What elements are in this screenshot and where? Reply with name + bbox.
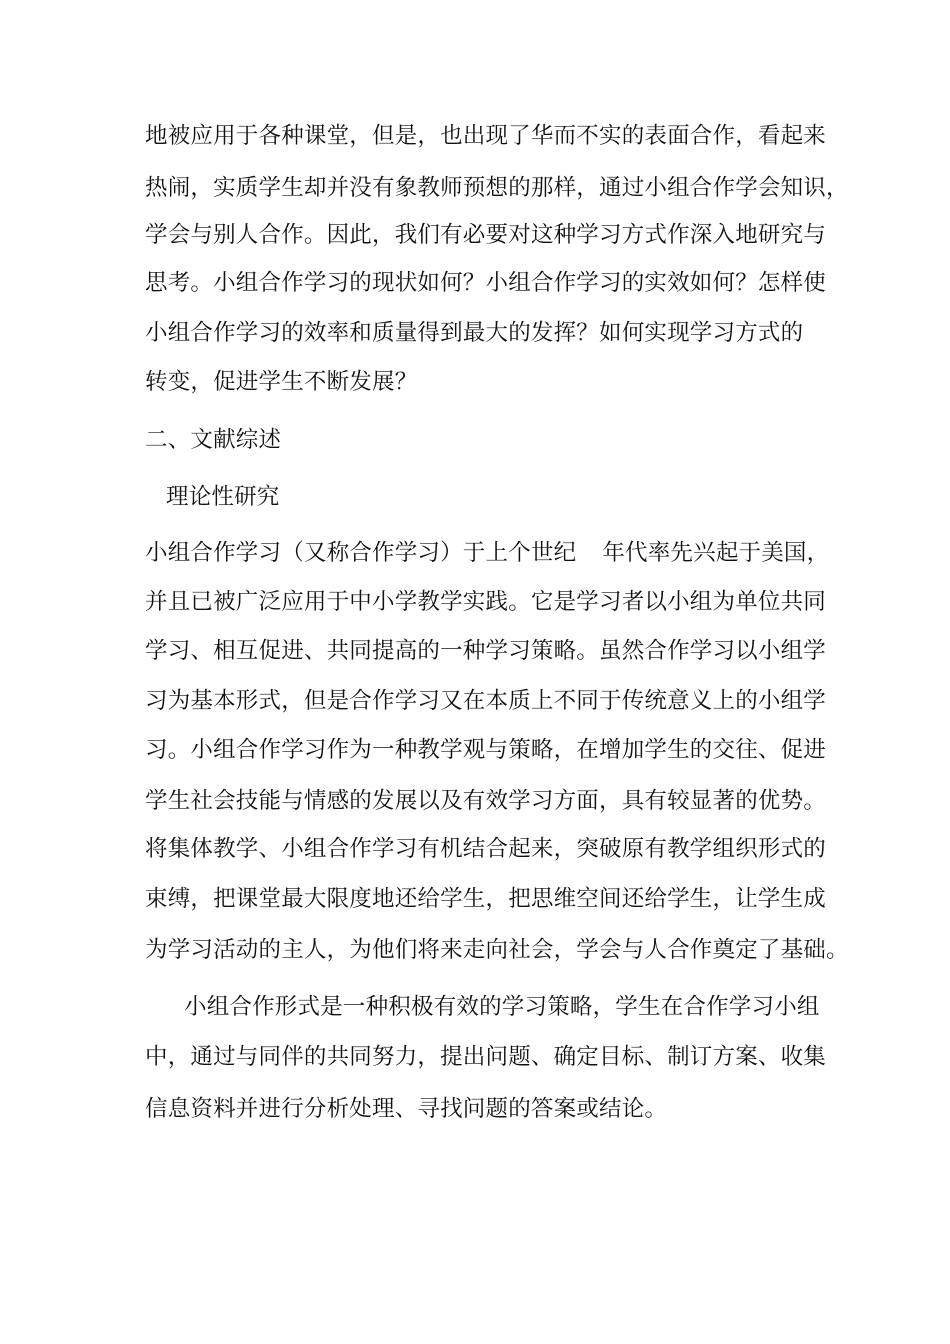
paragraph-line: 将集体教学、小组合作学习有机结合起来，突破原有教学组织形式的 bbox=[145, 836, 827, 862]
paragraph-line: 小组合作学习的效率和质量得到最大的发挥？如何实现学习方式的 bbox=[145, 320, 804, 346]
paragraph-line-part: 小组合作学习（又称合作学习）于上个世纪 bbox=[145, 540, 577, 566]
paragraph-line: 中，通过与同伴的共同努力，提出问题、确定目标、制订方案、收集 bbox=[145, 1044, 827, 1070]
paragraph-line bbox=[145, 538, 830, 568]
section-heading: 二、文献综述 bbox=[145, 427, 282, 453]
paragraph-line: 学会与别人合作。因此，我们有必要对这种学习方式作深入地研究与 bbox=[145, 222, 827, 248]
paragraph-line: 并且已被广泛应用于中小学教学实践。它是学习者以小组为单位共同 bbox=[145, 589, 827, 615]
paragraph-line: 习。小组合作学习作为一种教学观与策略，在增加学生的交往、促进 bbox=[145, 737, 827, 763]
paragraph-line: 学生社会技能与情感的发展以及有效学习方面，具有较显著的优势。 bbox=[145, 788, 827, 814]
paragraph-line: 地被应用于各种课堂，但是，也出现了华而不实的表面合作，看起来 bbox=[145, 123, 827, 149]
paragraph-line: 习为基本形式，但是合作学习又在本质上不同于传统意义上的小组学 bbox=[145, 688, 827, 714]
paragraph-line: 为学习活动的主人，为他们将来走向社会，学会与人合作奠定了基础。 bbox=[145, 937, 849, 963]
subsection-heading: 理论性研究 bbox=[166, 484, 280, 510]
paragraph-line: 信息资料并进行分析处理、寻找问题的答案或结论。 bbox=[145, 1096, 668, 1122]
paragraph-line: 热闹，实质学生却并没有象教师预想的那样，通过小组合作学会知识， bbox=[145, 175, 849, 201]
paragraph-line: 转变，促进学生不断发展？ bbox=[145, 369, 418, 395]
paragraph-line: 思考。小组合作学习的现状如何？小组合作学习的实效如何？怎样使 bbox=[145, 270, 827, 296]
paragraph-line: 束缚，把课堂最大限度地还给学生，把思维空间还给学生，让学生成 bbox=[145, 886, 827, 912]
paragraph-line: 小组合作形式是一种积极有效的学习策略，学生在合作学习小组 bbox=[184, 994, 820, 1020]
paragraph-line: 学习、相互促进、共同提高的一种学习策略。虽然合作学习以小组学 bbox=[145, 638, 827, 664]
paragraph-line-part: 年代率先兴起于美国， bbox=[602, 540, 830, 566]
